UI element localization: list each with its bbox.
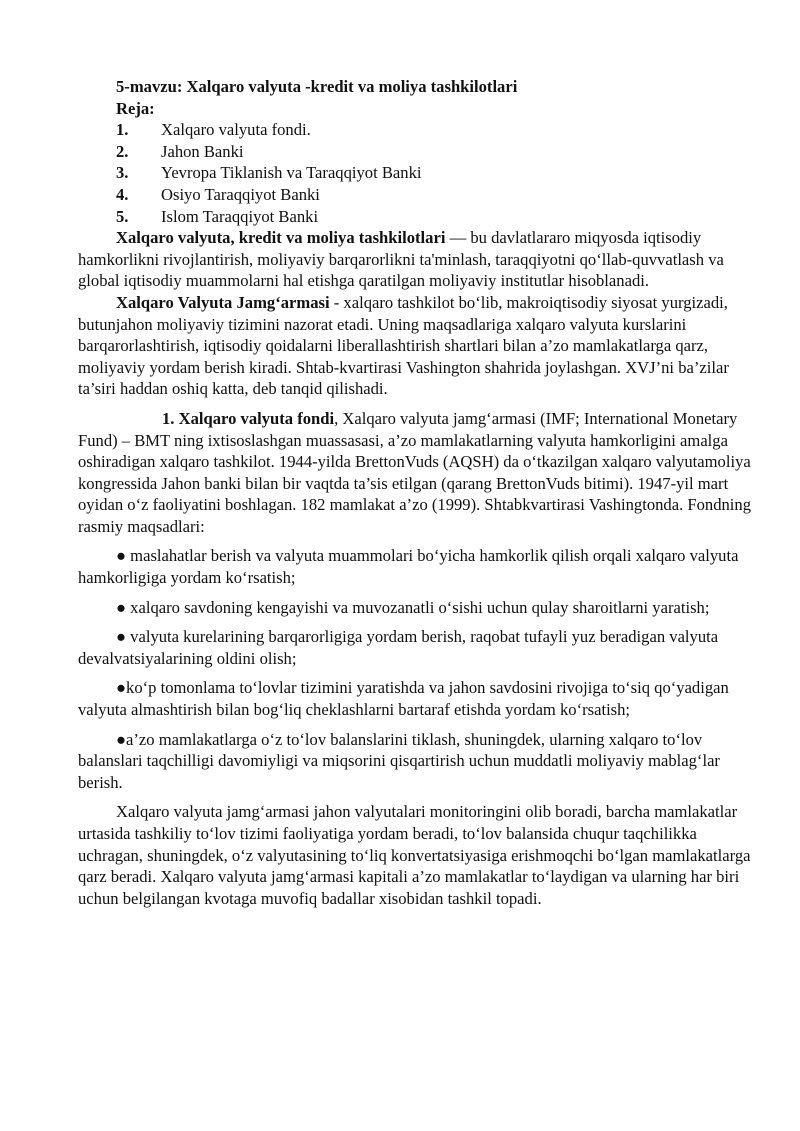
plan-item [116, 141, 754, 163]
plan-item-text: Osiyo Taraqqiyot Banki [161, 184, 320, 204]
section-1-heading: 1. Xalqaro valyuta fondi [162, 408, 335, 428]
imf-term: Xalqaro Valyuta Jamg‘armasi [116, 292, 330, 312]
imf-text: - xalqaro tashkilot bo‘lib, makroiqtisodiy siyosat yurgizadi, butunjahon moliyaviy tizimini nazorat etadi. Uning maqsadlariga xalqaro valyuta kurslarini barqarorlashtirish, iqtisodiy qoidalarni liberallashtirish shartlari bilan a’zo mamlakatlarga qarz, moliyaviy yordam berish kiradi. Shtab-kvartirasi Vashington shahrida joylashgan. XVJ’ni ba’zilar ta’siri haddan oshiq katta, deb tanqid qilishadi. [78, 292, 729, 399]
plan-item-text: Xalqaro valyuta fondi. [161, 120, 311, 140]
plan-item-text: Yevropa Tiklanish va Taraqqiyot Banki [161, 163, 422, 183]
plan-heading: Reja: [116, 98, 155, 118]
plan-item [116, 162, 754, 184]
goal-bullet: ●ko‘p tomonlama to‘lovlar tizimini yaratishda va jahon savdosini rivojiga to‘siq qo‘yadigan valyuta almashtirish bilan bog‘liq cheklashlarni bartaraf etishda yordam ko‘rsatish; [78, 678, 729, 720]
intro-term: Xalqaro valyuta, kredit va moliya tashkilotlari [116, 228, 446, 248]
plan-item [116, 119, 754, 141]
intro-text: — bu davlatlararo miqyosda iqtisodiy hamkorlikni rivojlantirish, moliyaviy barqarorlikni ta'minlash, taraqqiyotni qo‘llab-quvvatlash va global iqtisodiy muammolarni hal etishga qaratilgan moliyaviy institutlar hisoblanadi. [78, 228, 724, 291]
plan-item-text: Islom Taraqqiyot Banki [161, 206, 319, 226]
plan-list [78, 119, 754, 227]
plan-item-number: 2. [116, 141, 129, 161]
imf-paragraph [78, 292, 754, 400]
plan-item-number: 4. [116, 184, 129, 204]
goal-bullet: ● valyuta kurelarining barqarorligiga yordam berish, raqobat tufayli yuz beradigan valyuta devalvatsiyalarining oldini olish; [78, 627, 719, 668]
plan-item [116, 184, 754, 206]
plan-item-text: Jahon Banki [161, 141, 244, 161]
section-1-text: , Xalqaro valyuta jamg‘armasi (IMF; International Monetary Fund) – BMT ning ixtisoslashgan muassasasi, a’zo mamlakatlarning valyuta hamkorligini amalga oshiradigan xalqaro tashkilot. 1944-yilda BrettonVuds (AQSH) da o‘tkazilgan xalqaro valyutamoliya kongressida Jahon banki bilan bir vaqtda ta’sis etilgan (qarang BrettonVuds bitimi). 1947-yil mart oyidan o‘z faoliyatini boshlagan. 182 mamlakat a’zo (1999). Shtabkvartirasi Vashingtonda. Fondning rasmiy maqsadlari: [78, 408, 751, 536]
closing-paragraph: Xalqaro valyuta jamg‘armasi jahon valyutalari monitoringini olib boradi, barcha mamlakatlar urtasida tashkiliy to‘lov tizimi faoliyatiga yordam beradi, to‘lov balansida chuqur taqchilikka uchragan, shuningdek, o‘z valyutasining to‘liq konvertatsiyasiga erishmoqchi bo‘lgan mamlakatlarga qarz beradi. Xalqaro valyuta jamg‘armasi kapitali a’zo mamlakatlar to‘laydigan va ularning har biri uchun belgilangan kvotaga muvofiq badallar xisobidan tashkil topadi. [78, 802, 751, 908]
section-1-paragraph [78, 408, 754, 538]
document-page [78, 76, 754, 909]
plan-item-number: 3. [116, 163, 129, 183]
goal-bullet: ● xalqaro savdoning kengayishi va muvozanatli o‘sishi uchun qulay sharoitlarni yaratish; [116, 597, 710, 617]
plan-item [116, 206, 754, 228]
plan-item-number: 5. [116, 206, 129, 226]
plan-item-number: 1. [116, 120, 129, 140]
intro-paragraph [78, 227, 754, 292]
goal-bullet: ●a’zo mamlakatlarga o‘z to‘lov balanslarini tiklash, shuningdek, ularning xalqaro to‘lov balanslari taqchilligi davomiyligi va miqsorini qisqartirish uchun muddatli moliyaviy mablag‘lar berish. [78, 729, 720, 792]
document-title: 5-mavzu: Xalqaro valyuta -kredit va moliya tashkilotlari [116, 77, 518, 96]
goal-bullet: ● maslahatlar berish va valyuta muammolari bo‘yicha hamkorlik qilish orqali xalqaro valyuta hamkorligiga yordam ko‘rsatish; [78, 546, 739, 588]
